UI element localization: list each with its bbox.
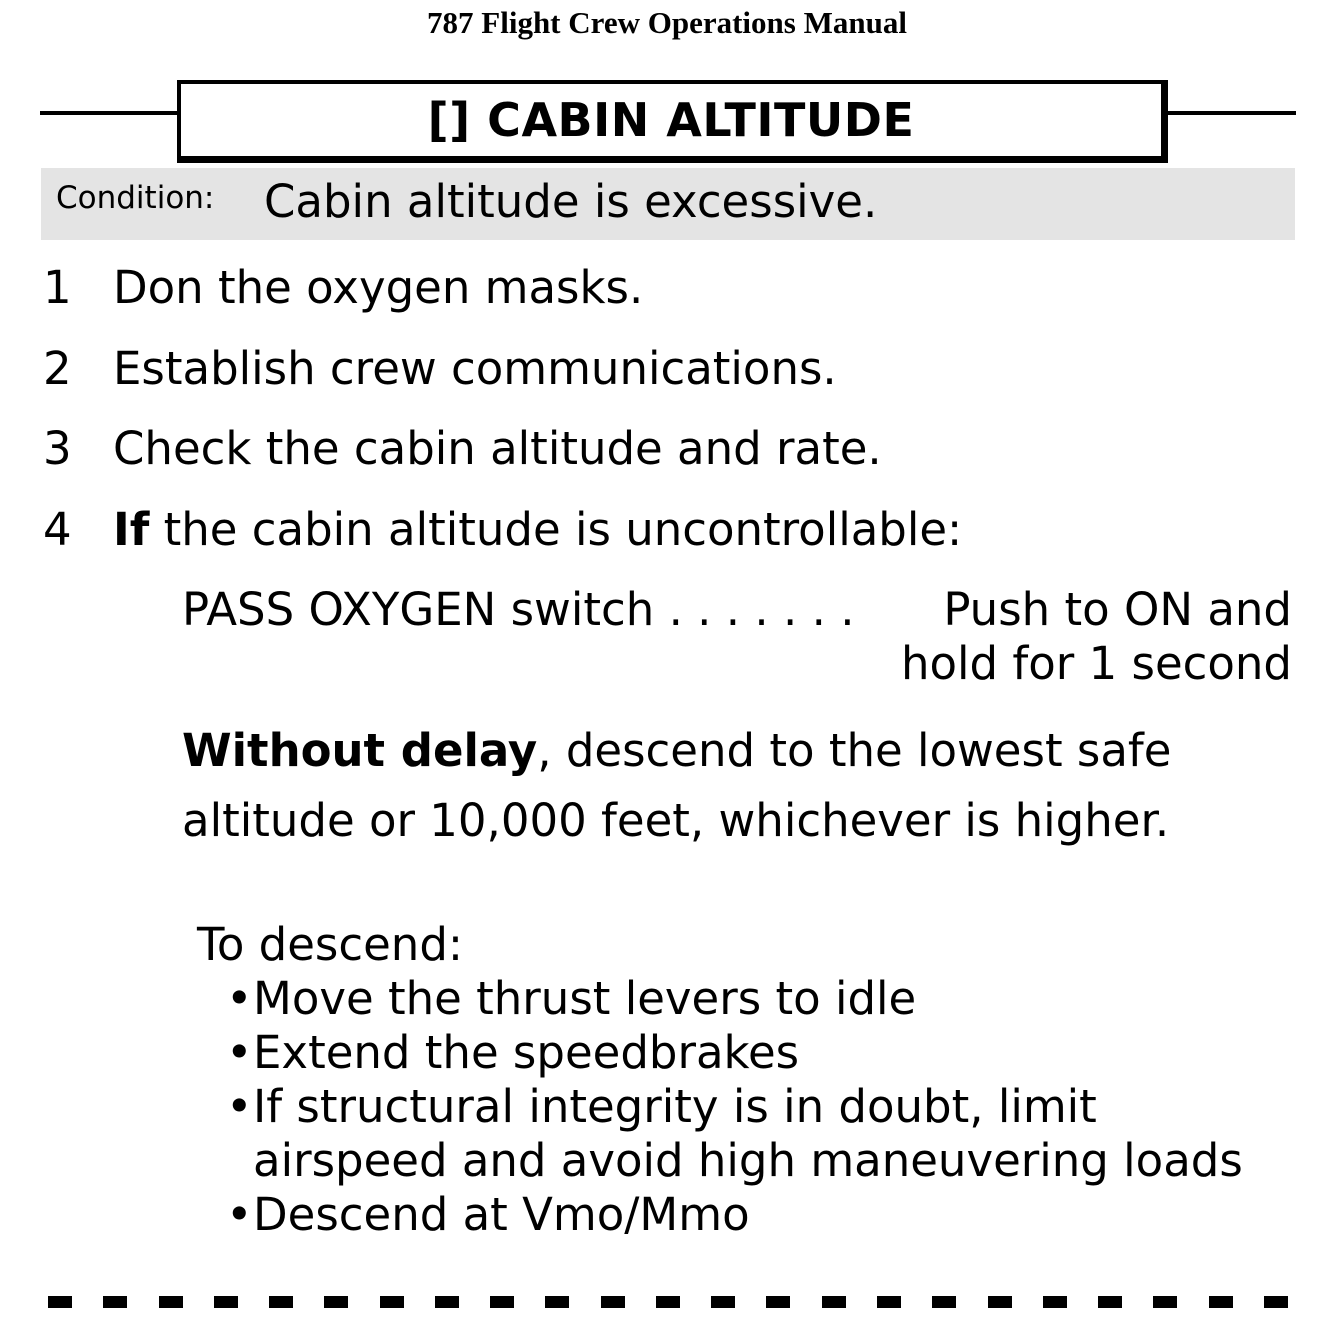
- step-4: [0, 502, 1334, 558]
- step-number: 1: [43, 261, 72, 314]
- condition-text: Cabin altitude is excessive.: [264, 175, 878, 228]
- title-rule-right: [1158, 111, 1296, 115]
- step-text: Establish crew communications.: [113, 342, 837, 395]
- pass-oxygen-action-line-2: hold for 1 second: [900, 637, 1292, 690]
- bullet-text: Descend at Vmo/Mmo: [253, 1188, 750, 1241]
- dash-segment: [269, 1296, 293, 1308]
- dash-segment: [435, 1296, 459, 1308]
- list-item: [222, 1188, 1243, 1242]
- bullet-text: airspeed and avoid high maneuvering loads: [253, 1134, 1243, 1187]
- dash-segment: [103, 1296, 127, 1308]
- dash-segment: [214, 1296, 238, 1308]
- bullet-icon: •: [226, 1188, 253, 1241]
- to-descend-heading: To descend:: [197, 918, 464, 971]
- dash-segment: [48, 1296, 72, 1308]
- list-item-continuation: [222, 1134, 1243, 1188]
- title-rule-left: [40, 111, 180, 115]
- dash-segment: [656, 1296, 680, 1308]
- bullet-icon: •: [226, 972, 253, 1025]
- without-delay-rest: , descend to the lowest safe: [537, 724, 1172, 777]
- dash-segment: [711, 1296, 735, 1308]
- without-delay-line-1: [182, 716, 1171, 786]
- step-text: [113, 502, 962, 558]
- dash-segment: [766, 1296, 790, 1308]
- dash-segment: [932, 1296, 956, 1308]
- dash-segment: [822, 1296, 846, 1308]
- step-2: [0, 341, 1334, 397]
- dash-segment: [601, 1296, 625, 1308]
- dash-segment: [490, 1296, 514, 1308]
- list-item: [222, 1080, 1243, 1134]
- step-condition-text: the cabin altitude is uncontrollable:: [149, 503, 963, 556]
- step-number: 2: [43, 342, 72, 395]
- step-bold-lead: If: [113, 503, 150, 556]
- dash-segment: [159, 1296, 183, 1308]
- pass-oxygen-label: PASS OXYGEN switch . . . . . . .: [182, 583, 855, 636]
- dash-segment: [1098, 1296, 1122, 1308]
- dash-segment: [380, 1296, 404, 1308]
- bullet-text: Extend the speedbrakes: [253, 1026, 800, 1079]
- dash-segment: [1153, 1296, 1177, 1308]
- step-1: [0, 260, 1334, 316]
- dashed-end-rule: [48, 1296, 1288, 1308]
- step-3: [0, 421, 1334, 477]
- step-text: Check the cabin altitude and rate.: [113, 422, 882, 475]
- manual-header-title: 787 Flight Crew Operations Manual: [427, 5, 907, 40]
- step-text: Don the oxygen masks.: [113, 261, 644, 314]
- descend-bullet-list: [222, 972, 1243, 1242]
- checklist-title-box: [177, 80, 1168, 163]
- checklist-title: [] CABIN ALTITUDE: [427, 93, 915, 147]
- condition-label: Condition:: [56, 180, 215, 216]
- list-item: [222, 1026, 1243, 1080]
- dash-segment: [1043, 1296, 1067, 1308]
- dash-segment: [1264, 1296, 1288, 1308]
- pass-oxygen-action-line-1: Push to ON and: [943, 583, 1292, 636]
- without-delay-line-2: altitude or 10,000 feet, whichever is higher.: [182, 794, 1170, 847]
- without-delay-bold: Without delay: [182, 724, 538, 777]
- bullet-text: Move the thrust levers to idle: [253, 972, 917, 1025]
- dash-segment: [324, 1296, 348, 1308]
- bullet-icon: •: [226, 1080, 253, 1133]
- bullet-icon: •: [226, 1026, 253, 1079]
- step-number: 4: [43, 503, 72, 556]
- dash-segment: [1209, 1296, 1233, 1308]
- list-item: [222, 972, 1243, 1026]
- dash-segment: [545, 1296, 569, 1308]
- condition-bar: [41, 168, 1295, 240]
- bullet-text: If structural integrity is in doubt, limit: [253, 1080, 1097, 1133]
- step-number: 3: [43, 422, 72, 475]
- dash-segment: [877, 1296, 901, 1308]
- without-delay-instruction: [182, 716, 1171, 856]
- dash-segment: [988, 1296, 1012, 1308]
